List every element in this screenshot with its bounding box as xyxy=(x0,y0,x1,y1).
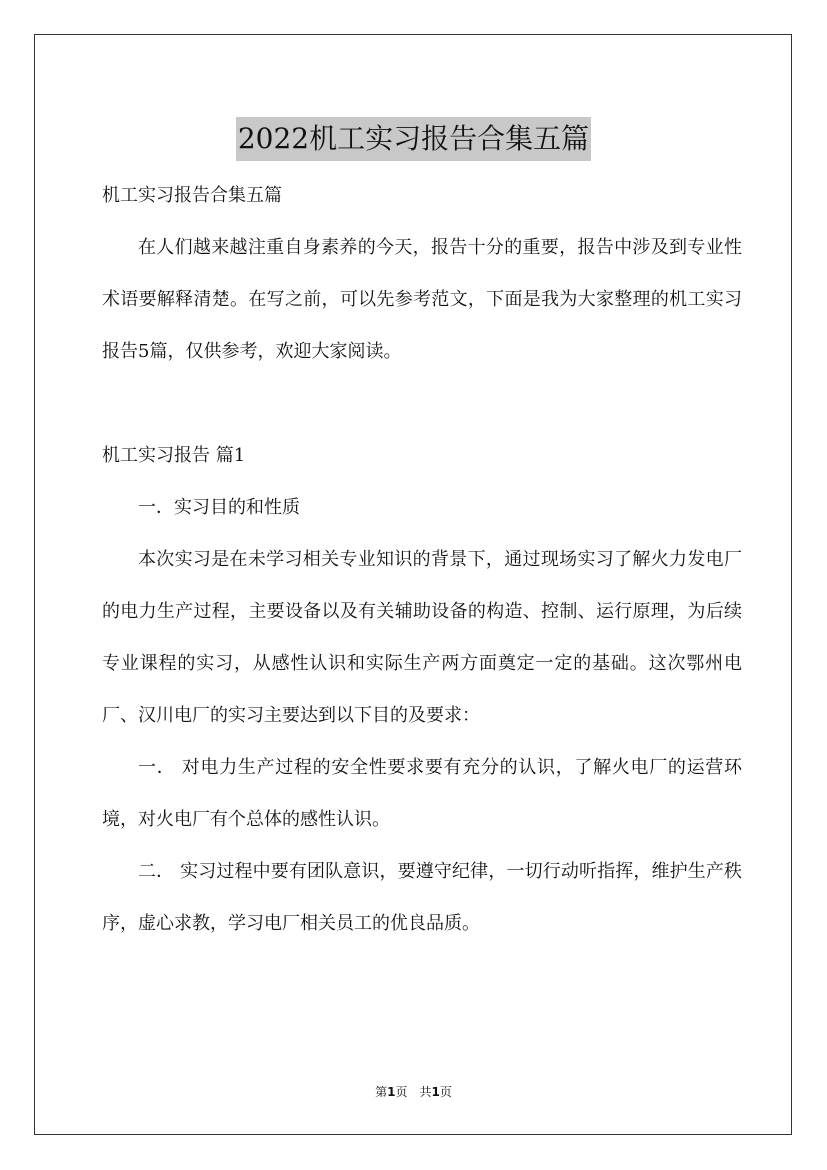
section-spacer xyxy=(102,378,742,430)
section-heading: 机工实习报告 篇1 xyxy=(102,445,246,466)
page-footer xyxy=(0,1083,827,1101)
requirement-item-one: 一． 对电力生产过程的安全性要求要有充分的认识，了解火电厂的运营环境，对火电厂有个总体的感性认识。 xyxy=(102,757,742,830)
footer-page-mid: 页 共 xyxy=(395,1085,432,1099)
requirement-item-two: 二． 实习过程中要有团队意识，要遵守纪律，一切行动听指挥，维护生产秩序，虚心求教，学习电厂相关员工的优良品质。 xyxy=(102,861,742,934)
document-body xyxy=(102,170,742,950)
footer-page-total: 1 xyxy=(431,1085,440,1099)
purpose-heading: 一．实习目的和性质 xyxy=(138,497,300,518)
purpose-paragraph: 本次实习是在未学习相关专业知识的背景下，通过现场实习了解火力发电厂的电力生产过程，主要设备以及有关辅助设备的构造、控制、运行原理，为后续专业课程的实习，从感性认识和实际生产两方面奠定一定的基础。这次鄂州电厂、汉川电厂的实习主要达到以下目的及要求： xyxy=(102,549,742,726)
document-title: 2022机工实习报告合集五篇 xyxy=(236,117,591,161)
footer-page-number: 1 xyxy=(387,1085,396,1099)
document-subtitle: 机工实习报告合集五篇 xyxy=(102,185,282,206)
title-container xyxy=(0,98,827,180)
footer-page-suffix: 页 xyxy=(439,1085,452,1099)
footer-page-prefix: 第 xyxy=(375,1085,388,1099)
intro-paragraph: 在人们越来越注重自身素养的今天，报告十分的重要，报告中涉及到专业性术语要解释清楚。在写之前，可以先参考范文，下面是我为大家整理的机工实习报告5篇，仅供参考，欢迎大家阅读。 xyxy=(102,237,742,362)
